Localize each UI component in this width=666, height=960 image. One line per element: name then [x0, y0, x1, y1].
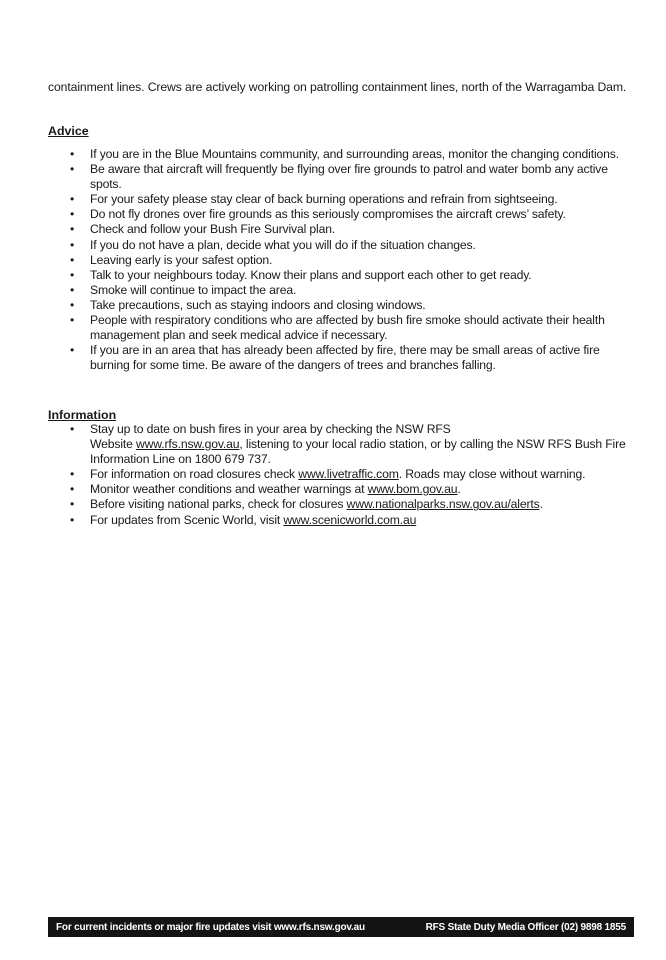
info-text: , listening to your local radio station, or by calling the NSW RFS Bush Fire Information Line on 1800 679 737. [90, 437, 626, 467]
info-text: Monitor weather conditions and weather warnings at [90, 482, 368, 497]
intro-paragraph: containment lines. Crews are actively working on patrolling containment lines, north of the Warragamba Dam. [48, 80, 627, 94]
list-item: • For your safety please stay clear of back burning operations and refrain from sightseeing. [48, 192, 638, 207]
scenicworld-link[interactable]: www.scenicworld.com.au [283, 512, 417, 527]
list-item: • Talk to your neighbours today. Know their plans and support each other to get ready. [48, 268, 638, 283]
list-item: • Do not fly drones over fire grounds as this seriously compromises the aircraft crews’ safety. [48, 207, 638, 222]
info-text: For information on road closures check [90, 467, 299, 482]
advice-list [48, 147, 638, 373]
footer-left-text: For current incidents or major fire updates visit www.rfs.nsw.gov.au [56, 921, 365, 933]
list-item: • Be aware that aircraft will frequently be flying over fire grounds to patrol and water bomb any active spots. [48, 162, 638, 192]
list-item: • People with respiratory conditions who are affected by bush fire smoke should activate their health management plan and seek medical advice if necessary. [48, 313, 638, 343]
list-item: • Take precautions, such as staying indoors and closing windows. [48, 298, 638, 313]
info-text: . Roads may close without warning. [398, 467, 586, 482]
info-text: Before visiting national parks, check for closures [90, 497, 347, 512]
list-item [48, 497, 638, 512]
list-item: • Leaving early is your safest option. [48, 253, 638, 268]
rfs-website-link[interactable]: www.rfs.nsw.gov.au [136, 437, 240, 452]
list-item: • Smoke will continue to impact the area. [48, 283, 638, 298]
info-text: For updates from Scenic World, visit [90, 512, 284, 527]
list-item [48, 467, 638, 482]
list-item [48, 513, 638, 528]
advice-heading: Advice [48, 124, 89, 138]
info-text: . [457, 482, 461, 497]
list-item: • If you are in an area that has already been affected by fire, there may be small areas of active fire burning for some time. Be aware of the dangers of trees and branches falling. [48, 343, 638, 373]
nationalparks-link[interactable]: www.nationalparks.nsw.gov.au/alerts [346, 497, 540, 512]
list-item: • Check and follow your Bush Fire Survival plan. [48, 222, 638, 237]
info-text: Website [90, 437, 136, 452]
footer-right-text: RFS State Duty Media Officer (02) 9898 1855 [425, 921, 626, 933]
footer-bar [48, 917, 634, 937]
list-item [48, 422, 638, 467]
info-text: Stay up to date on bush fires in your area by checking the NSW RFS [90, 422, 451, 436]
livetraffic-link[interactable]: www.livetraffic.com [298, 467, 399, 482]
bom-link[interactable]: www.bom.gov.au [367, 482, 458, 497]
information-heading: Information [48, 408, 117, 422]
list-item: • If you are in the Blue Mountains community, and surrounding areas, monitor the changing conditions. [48, 147, 638, 162]
list-item [48, 482, 638, 497]
list-item: • If you do not have a plan, decide what you will do if the situation changes. [48, 238, 638, 253]
info-text: . [539, 497, 543, 512]
information-list [48, 422, 638, 528]
